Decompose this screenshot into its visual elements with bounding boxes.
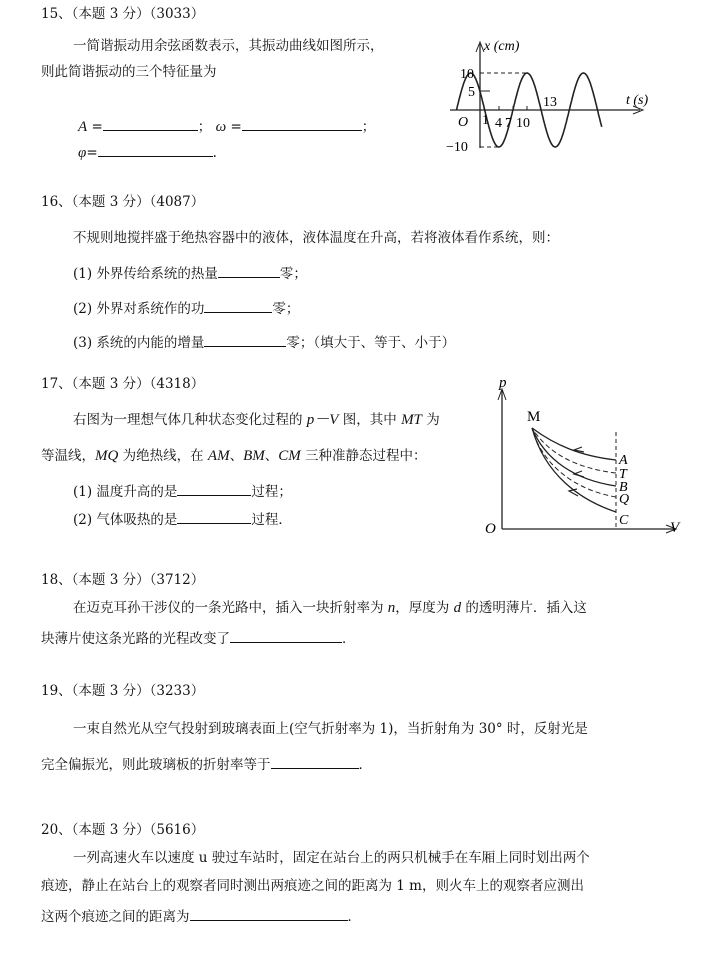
oscillation-graph (440, 30, 670, 160)
label: 过程． (251, 512, 292, 528)
t: 等温线， (41, 448, 95, 464)
t-label: T (619, 467, 627, 482)
eq: = (86, 145, 98, 161)
t: 图，其中 (338, 412, 402, 428)
q15-header: 15、（本题 3 分）（3033） (41, 6, 205, 22)
origin-label: O (485, 521, 496, 537)
t: 完全偏振光，则此玻璃板的折射率等于 (41, 757, 271, 773)
label: (3) 系统的内能的增量 (73, 335, 205, 351)
q19-text (41, 754, 372, 774)
label: 零； (272, 301, 300, 317)
t-axis-label: t (s) (626, 93, 649, 108)
label: (2) 外界对系统作的功 (73, 301, 205, 317)
arrow-icon (574, 471, 584, 477)
var-omega: ω (215, 119, 227, 135)
t: 块薄片使这条光路的光程改变了 (41, 631, 230, 647)
q20-text: 一列高速火车以速度 u 驶过车站时，固定在站台上的两只机械手在车厢上同时划出两个 (73, 850, 590, 866)
q19-text: 一束自然光从空气投射到玻璃表面上(空气折射率为 1)，当折射角为 30° 时，反射光是 (73, 721, 588, 737)
q15-answer-line (78, 116, 375, 136)
mq: MQ (95, 448, 119, 464)
blank-omega[interactable] (242, 116, 362, 131)
var-phi: φ (78, 145, 87, 161)
origin-label: O (458, 115, 469, 130)
semi: ； (197, 119, 212, 135)
t: 的透明薄片．插入这 (461, 600, 587, 616)
t: 在迈克耳孙干涉仪的一条光路中，插入一块折射率为 (73, 600, 388, 616)
y-label-10: 10 (460, 67, 474, 82)
label: 过程； (251, 484, 292, 500)
t: 右图为一理想气体几种状态变化过程的 (73, 412, 307, 428)
t: 、 (229, 448, 244, 464)
q20-header: 20、（本题 3 分）（5616） (41, 822, 205, 838)
semi: ； (361, 119, 376, 135)
q19-header: 19、（本题 3 分）（3233） (41, 683, 205, 699)
q18-header: 18、（本题 3 分）（3712） (41, 572, 205, 588)
eq: = (87, 119, 103, 135)
mt: MT (401, 412, 422, 428)
y-label-5: 5 (468, 85, 475, 100)
t: 、 (264, 448, 279, 464)
m-label: M (527, 409, 541, 425)
q16-header: 16、（本题 3 分）（4087） (41, 194, 205, 210)
t-label-7: 7 (505, 116, 512, 131)
a-label: A (619, 453, 628, 468)
blank-optical-path[interactable] (230, 628, 342, 643)
d: d (453, 600, 462, 616)
label: 零；（填大于、等于、小于） (286, 335, 456, 351)
t-label-4: 4 (495, 116, 502, 131)
pv-diagram (480, 370, 690, 540)
blank-internal-energy[interactable] (204, 332, 286, 347)
q15-answer-line (78, 142, 217, 162)
cm: CM (278, 448, 301, 464)
t-label-10: 10 (516, 116, 530, 131)
t: ． (347, 909, 361, 925)
t: ． (342, 631, 356, 647)
t: 这两个痕迹之间的距离为 (41, 909, 190, 925)
q-label: Q (619, 492, 630, 507)
q18-text (41, 628, 356, 648)
b-label: B (619, 480, 628, 495)
q16-item-3 (73, 332, 455, 352)
q18-text (73, 599, 587, 617)
am: AM (207, 448, 230, 464)
q16-text: 不规则地搅拌盛于绝热容器中的液体，液体温度在升高，若将液体看作系统，则： (73, 230, 559, 246)
blank-temp-rise[interactable] (177, 481, 251, 496)
t: 三种准静态过程中： (300, 448, 427, 464)
t: 为绝热线，在 (118, 448, 208, 464)
x-axis-label: x (cm) (484, 39, 520, 54)
n: n (387, 600, 396, 616)
t: 为 (421, 412, 440, 428)
label: 零； (279, 266, 307, 282)
q20-text (41, 906, 361, 926)
q17-header: 17、（本题 3 分）（4318） (41, 376, 205, 392)
eq: = (226, 119, 242, 135)
q16-item-2 (73, 298, 299, 318)
blank-amplitude[interactable] (103, 116, 198, 131)
blank-work[interactable] (204, 298, 272, 313)
bm: BM (243, 448, 265, 464)
q17-item-2 (73, 509, 292, 529)
var-a: A (78, 119, 88, 135)
curve-cm (532, 428, 616, 512)
label: (1) 温度升高的是 (73, 484, 178, 500)
c-label: C (619, 513, 629, 528)
pv: p－V (306, 412, 339, 428)
y-label-neg10: −10 (446, 140, 468, 155)
blank-distance[interactable] (190, 906, 348, 921)
p-label: p (499, 375, 507, 391)
blank-heat[interactable] (218, 263, 280, 278)
label: (1) 外界传给系统的热量 (73, 266, 218, 282)
t: ． (358, 757, 372, 773)
q17-text (41, 447, 427, 465)
q16-item-1 (73, 263, 307, 283)
q20-text: 痕迹，静止在站台上的观察者同时测出两痕迹之间的距离为 1 m，则火车上的观察者应测出 (41, 878, 584, 894)
blank-phi[interactable] (98, 142, 213, 157)
q15-text: 则此简谐振动的三个特征量为 (41, 64, 217, 80)
t: ，厚度为 (395, 600, 454, 616)
dot: . (212, 145, 217, 161)
q15-text: 一简谐振动用余弦函数表示，其振动曲线如图所示， (73, 38, 384, 54)
blank-heat-absorb[interactable] (177, 509, 251, 524)
q17-text (73, 411, 440, 429)
t-label-1: 1 (482, 113, 489, 128)
q17-item-1 (73, 481, 292, 501)
v-label: V (670, 520, 680, 536)
blank-refractive-index[interactable] (271, 754, 359, 769)
label: (2) 气体吸热的是 (73, 512, 178, 528)
t-label-13: 13 (543, 95, 557, 110)
